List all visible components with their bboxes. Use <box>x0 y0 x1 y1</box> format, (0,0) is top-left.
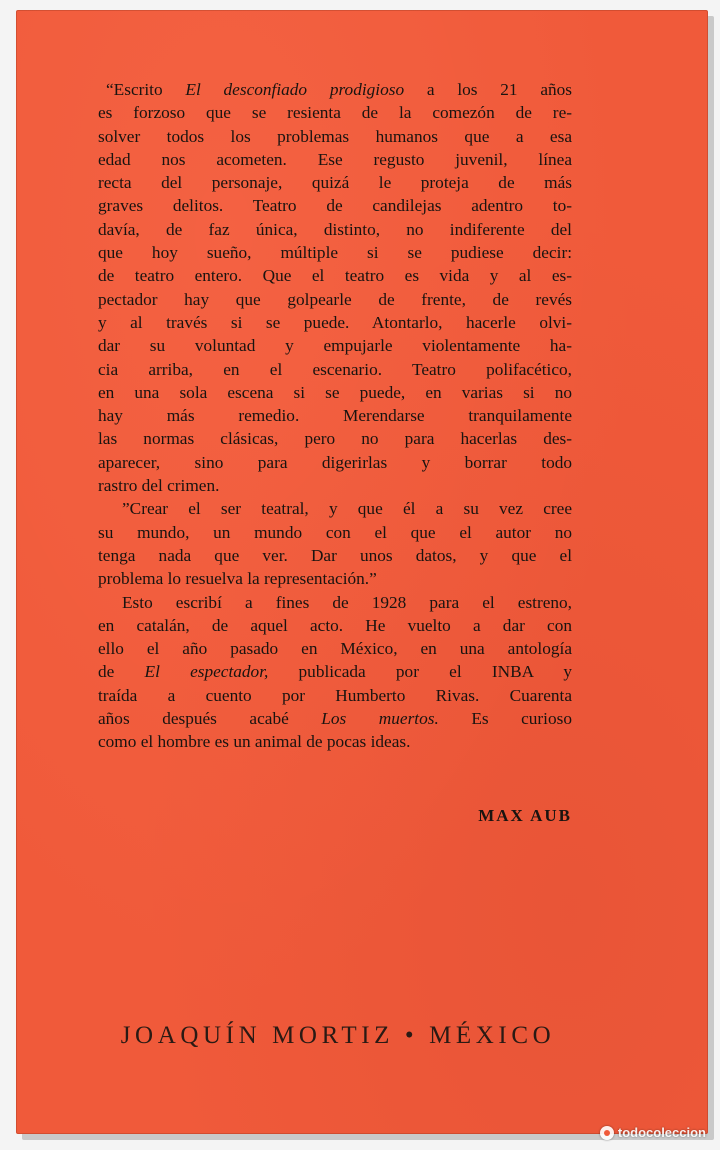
blurb-line <box>98 614 572 637</box>
blurb-line <box>98 544 572 567</box>
blurb-line <box>98 591 572 614</box>
blurb-line <box>98 334 572 357</box>
blurb-text-run: publicada por el INBA y <box>268 662 572 682</box>
blurb-paragraph-1 <box>98 78 572 497</box>
blurb-line <box>98 474 572 497</box>
blurb-text-run: de teatro entero. Que el teatro es vida y al es- <box>98 266 572 286</box>
blurb-line <box>98 78 572 101</box>
blurb-paragraph-3 <box>98 591 572 754</box>
blurb-text-run: rastro del crimen. <box>98 476 220 496</box>
blurb-text-run: su mundo, un mundo con el que el autor no <box>98 522 572 542</box>
blurb-line <box>98 101 572 124</box>
blurb-line <box>98 358 572 381</box>
blurb-line <box>98 567 572 590</box>
blurb-text-run: hay más remedio. Merendarse tranquilamente <box>98 406 572 426</box>
blurb-line <box>98 218 572 241</box>
blurb-text-run: “Escrito <box>106 80 186 99</box>
blurb-line <box>98 125 572 148</box>
blurb-text-run: edad nos acometen. Ese regusto juvenil, línea <box>98 149 572 169</box>
blurb-text-run: graves delitos. Teatro de candilejas adentro to- <box>98 196 572 216</box>
blurb-line <box>98 684 572 707</box>
blurb-line <box>98 381 572 404</box>
book-title-italic: El espectador, <box>144 662 269 682</box>
blurb-line <box>98 521 572 544</box>
blurb-line <box>98 637 572 660</box>
blurb-text-run: ello el año pasado en México, en una antología <box>98 639 572 659</box>
blurb-line <box>98 660 572 683</box>
blurb-text <box>98 78 572 754</box>
book-title-italic: Los muertos. <box>321 709 439 729</box>
blurb-text-run: problema lo resuelva la representación.” <box>98 569 377 589</box>
blurb-text-run: las normas clásicas, pero no para hacerlas des- <box>98 429 572 449</box>
blurb-text-run: como el hombre es un animal de pocas ideas. <box>98 732 411 752</box>
watermark-label: todocoleccion <box>617 1125 706 1140</box>
blurb-line <box>98 171 572 194</box>
blurb-text-run: Esto escribí a fines de 1928 para el estreno, <box>122 592 572 612</box>
blurb-text-run: aparecer, sino para digerirlas y borrar todo <box>98 452 572 472</box>
blurb-text-run: cia arriba, en el escenario. Teatro polifacético, <box>98 359 572 379</box>
blurb-paragraph-2 <box>98 497 572 590</box>
watermark <box>600 1125 706 1140</box>
author-signature: MAX AUB <box>478 806 572 825</box>
blurb-line <box>98 311 572 334</box>
blurb-text-run: recta del personaje, quizá le proteja de más <box>98 173 572 193</box>
book-title-italic: El desconfiado prodigioso <box>185 80 405 99</box>
blurb-text-run: a los 21 años <box>404 80 573 99</box>
blurb-text-run: y al través si se puede. Atontarlo, hacerle olvi- <box>98 312 572 332</box>
todocoleccion-logo-icon <box>600 1126 614 1140</box>
blurb-line <box>98 288 572 311</box>
blurb-line <box>98 451 572 474</box>
blurb-line <box>98 148 572 171</box>
blurb-text-run: años después acabé <box>98 709 322 729</box>
blurb-line <box>98 241 572 264</box>
blurb-line <box>98 707 572 730</box>
blurb-text-run: en una sola escena si se puede, en varias si no <box>98 382 572 402</box>
blurb-line <box>98 427 572 450</box>
blurb-text-run: ”Crear el ser teatral, y que él a su vez cree <box>122 499 572 519</box>
blurb-text-run: pectador hay que golpearle de frente, de revés <box>98 289 572 309</box>
blurb-line <box>98 497 572 520</box>
blurb-text-run: Es curioso <box>438 709 572 729</box>
blurb-text-run: davía, de faz única, distinto, no indiferente del <box>98 219 572 239</box>
blurb-text-run: que hoy sueño, múltiple si se pudiese decir: <box>98 243 572 263</box>
blurb-text-run: solver todos los problemas humanos que a esa <box>98 126 572 146</box>
blurb-text-run: de <box>98 662 145 682</box>
blurb-text-run: tenga nada que ver. Dar unos datos, y que el <box>98 545 572 565</box>
back-cover <box>16 10 708 1134</box>
blurb-line <box>98 194 572 217</box>
blurb-line <box>98 264 572 287</box>
blurb-text-run: es forzoso que se resienta de la comezón de re- <box>98 103 572 123</box>
blurb-text-run: en catalán, de aquel acto. He vuelto a dar con <box>98 615 572 635</box>
blurb-text-run: dar su voluntad y empujarle violentamente ha- <box>98 336 572 356</box>
blurb-line <box>98 730 572 753</box>
publisher-imprint: JOAQUÍN MORTIZ • MÉXICO <box>120 1022 556 1049</box>
blurb-line <box>98 404 572 427</box>
blurb-text-run: traída a cuento por Humberto Rivas. Cuarenta <box>98 685 572 705</box>
